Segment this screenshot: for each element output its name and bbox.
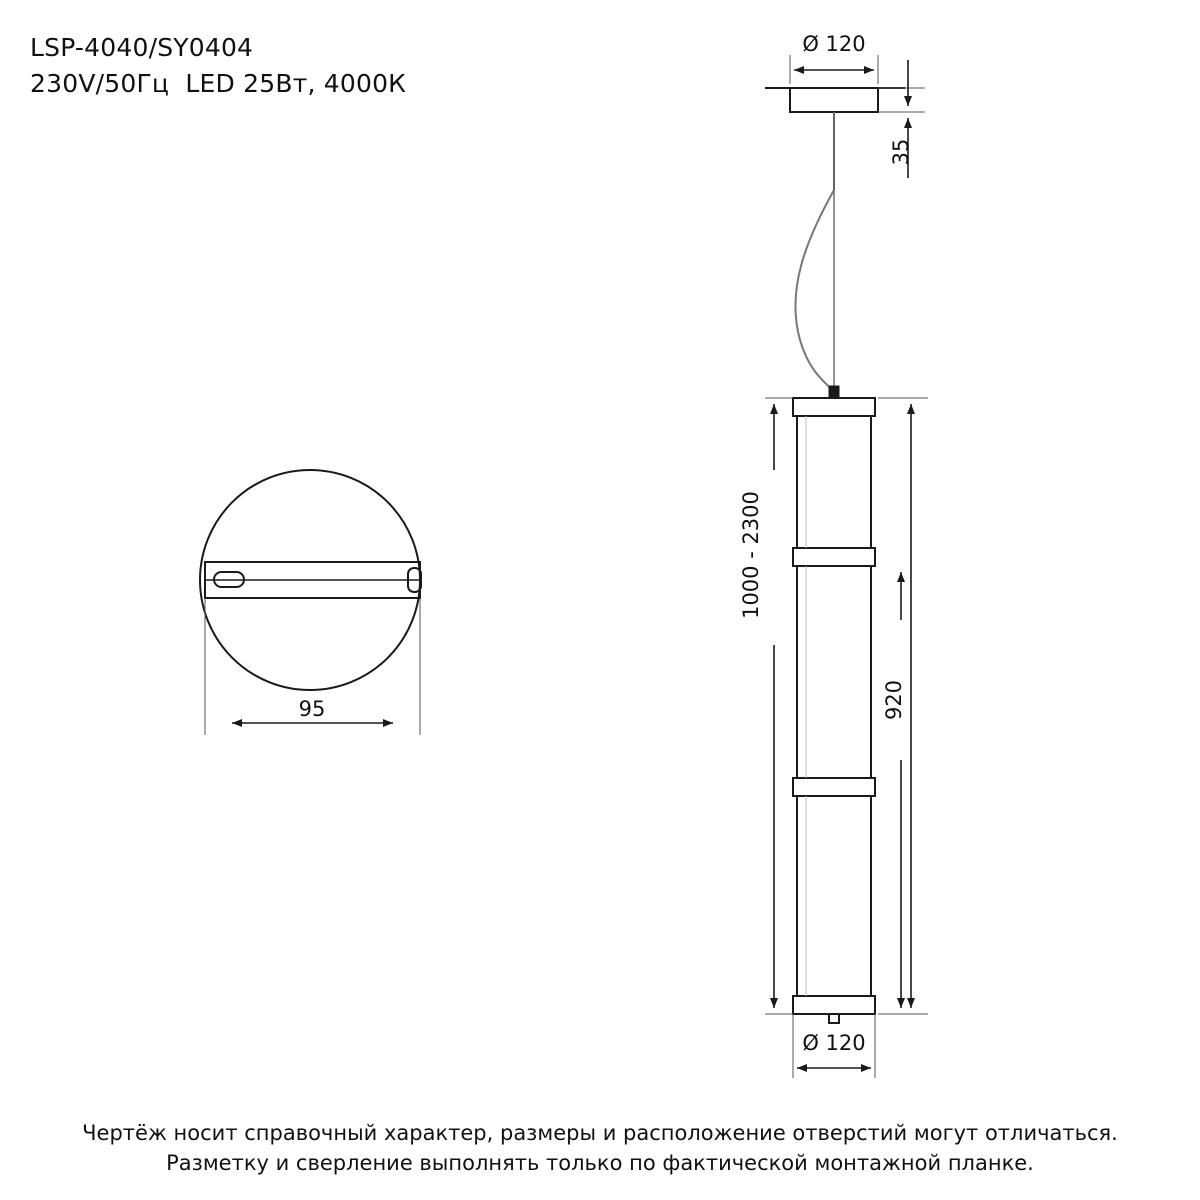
dim-label-shade-diameter: Ø 120 [802,1031,866,1055]
footnote-block [0,1118,1200,1179]
product-specs: 230V/50Гц LED 25Вт, 4000К [30,68,407,98]
tube-segment-1 [797,416,871,548]
tube-joint-ring-2 [793,778,875,796]
tube-bottom-cap [793,996,875,1014]
front-view-group [739,32,928,1078]
dim-label-suspension-range: 1000 - 2300 [739,491,763,619]
ceiling-canopy [790,88,878,112]
tube-joint-ring-1 [793,548,875,566]
bottom-finial [829,1014,839,1023]
tube-segment-3 [797,796,871,996]
dim-label-canopy-height: 35 [889,138,913,166]
footnote-line-2: Разметку и сверление выполнять только по фактической монтажной планке. [166,1151,1034,1176]
tube-top-cap [793,398,875,416]
suspension-cable-slack-loop [795,190,834,392]
tube-segment-2 [797,566,871,778]
top-view-group [200,470,421,735]
dim-label-canopy-diameter: Ø 120 [802,32,866,56]
product-model: LSP-4040/SY0404 [30,33,254,62]
footnote-line-1: Чертёж носит справочный характер, размеры и расположение отверстий могут отличаться. [82,1121,1118,1145]
dim-label-body-height: 920 [882,679,906,721]
dim-label-95: 95 [298,697,326,721]
cable-connector [829,386,839,398]
